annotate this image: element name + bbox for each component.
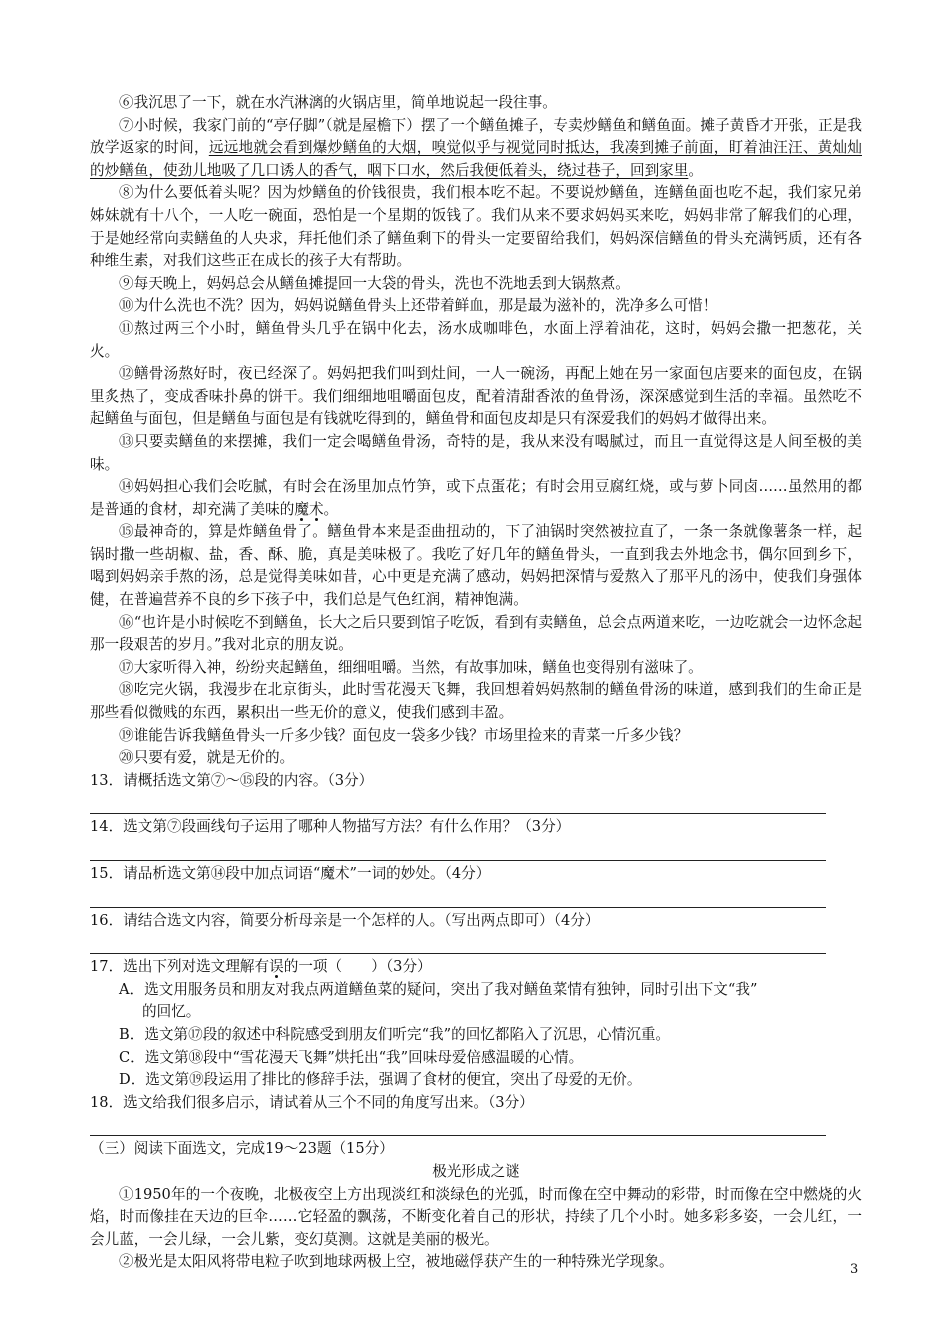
section-3-heading: （三）阅读下面选文，完成19～23题（15分） <box>90 1140 394 1158</box>
paragraph-6: ⑥我沉思了一下，就在水汽淋漓的火锅店里，简单地说起一段往事。 <box>119 94 557 111</box>
paragraph-11: ⑪熬过两三个小时，鳝鱼骨头几乎在锅中化去，汤水成咖啡色，水面上浮着油花，这时，妈妈会撒一把葱花，关火。 <box>90 319 862 360</box>
paragraph-19: ⑲谁能告诉我鳝鱼骨头一斤多少钱？面包皮一袋多少钱？市场里捡来的青菜一斤多少钱？ <box>119 726 689 744</box>
answer-line-18[interactable] <box>90 1114 826 1136</box>
page-content <box>90 92 862 1274</box>
paragraph-8: ⑧为什么要低着头呢？因为炒鳝鱼的价钱很贵，我们根本吃不起。不要说炒鳝鱼，连鳝鱼面也吃不起，我们家兄弟姊妹就有十八个，一人吃一碗面，恐怕是一个星期的饭钱了。我们从来不要求妈妈买来吃，妈妈非常了解我们的心理，于是她经常向卖鳝鱼的人央求，拜托他们杀了鳝鱼剩下的骨头一定要留给我们，妈妈深信鳝鱼的骨头充满钙质，还有各种维生素，对我们这些正在成长的孩子大有帮助。 <box>90 184 862 270</box>
section-3-paragraph-2: ②极光是太阳风将带电粒子吹到地球两极上空，被地磁俘获产生的一种特殊光学现象。 <box>119 1253 674 1271</box>
paragraph-17: ⑰大家听得入神，纷纷夹起鳝鱼，细细咀嚼。当然，有故事加味，鳝鱼也变得别有滋味了。 <box>119 658 703 676</box>
article-title: 极光形成之谜 <box>432 1162 520 1180</box>
underlined-sentence: 远远地就会看到爆炒鳝鱼的大烟，嗅觉似乎与视觉同时抵达，我凑到摊子前面，盯着油汪汪、黄灿灿的炒鳝鱼，使劲儿地吸了几口诱人的香气，咽下口水，然后我便低着头，绕过巷子，回到家里 <box>90 139 862 179</box>
dotted-word-wu: 误 <box>269 958 284 976</box>
question-14: 14．选文第⑦段画线句子运用了哪种人物描写方法？有什么作用？（3分） <box>90 818 571 836</box>
paragraph-7-end: 。 <box>688 161 703 179</box>
page-number: 3 <box>850 1262 859 1277</box>
answer-line-16[interactable] <box>90 932 826 954</box>
paragraph-14-text: ⑭妈妈担心我们会吃腻，有时会在汤里加点竹笋，或下点蛋花；有时会用豆腐红烧，或与萝卜同卤……虽然用的都是普通的食材，却充满了美味的 <box>90 478 862 518</box>
paragraph-20: ⑳只要有爱，就是无价的。 <box>119 749 295 767</box>
paragraph-9: ⑨每天晚上，妈妈总会从鳝鱼摊提回一大袋的骨头，洗也不洗地丢到大锅熬煮。 <box>119 274 630 292</box>
answer-line-13[interactable] <box>90 792 826 814</box>
question-18: 18．选文给我们很多启示，请试着从三个不同的角度写出来。（3分） <box>90 1093 534 1111</box>
option-b: B．选文第⑰段的叙述中科院感受到朋友们听完“我”的回忆都陷入了沉思，心情沉重。 <box>119 1025 671 1043</box>
section-3-paragraph-1: ①1950年的一个夜晚，北极夜空上方出现淡红和淡绿色的光弧，时而像在空中舞动的彩带，时而像在空中燃烧的火焰，时而像挂在天边的巨伞……它轻盈的飘荡，不断变化着自己的形状，持续了几个小时。她多彩多姿，一会儿红，一会儿蓝，一会儿绿，一会儿紫，变幻莫测。这就是美丽的极光。 <box>90 1185 862 1248</box>
paragraph-14 <box>90 476 862 521</box>
question-17 <box>90 956 862 979</box>
paragraph-12: ⑫鳝骨汤熬好时，夜已经深了。妈妈把我们叫到灶间，一人一碗汤，再配上她在另一家面包店要来的面包皮，在锅里炙热了，变成香味扑鼻的饼干。我们细细地咀嚼面包皮，配着清甜香浓的鱼骨汤，深深感觉到生活的幸福。虽然吃不起鳝鱼与面包，但是鳝鱼与面包是有钱就吃得到的，鳝鱼骨和面包皮却是只有深爱我们的妈妈才做得出来。 <box>90 365 862 428</box>
paragraph-16: ⑯“也许是小时候吃不到鳝鱼，长大之后只要到馆子吃饭，看到有卖鳝鱼，总会点两道来吃，一边吃就会一边怀念起那一段艰苦的岁月。”我对北京的朋友说。 <box>90 613 862 654</box>
paragraph-15: ⑮最神奇的，算是炸鳝鱼骨了。鳝鱼骨本来是歪曲扭动的，下了油锅时突然被拉直了，一条一条就像薯条一样，起锅时撒一些胡椒、盐，香、酥、脆，真是美味极了。我吃了好几年的鳝鱼骨头，一直到我去外地念书，偶尔回到乡下，喝到妈妈亲手熬的汤，总是觉得美味如昔，心中更是充满了感动，妈妈把深情与爱熬入了那平凡的汤中，使我们身强体健，在普遍营养不良的乡下孩子中，我们总是气色红润，精神饱满。 <box>90 523 862 609</box>
option-a: A．选文用服务员和朋友对我点两道鳝鱼菜的疑问，突出了我对鳝鱼菜情有独钟，同时引出下文“我” <box>119 980 758 998</box>
question-17-end: 的一项（ ）（3分） <box>283 958 432 976</box>
question-17-text: 17．选出下列对选文理解有 <box>90 958 270 976</box>
option-d: D．选文第⑲段运用了排比的修辞手法，强调了食材的便宜，突出了母爱的无价。 <box>119 1071 642 1089</box>
dotted-word-mo: 魔 <box>294 500 309 518</box>
paragraph-10: ⑩为什么洗也不洗？因为，妈妈说鳝鱼骨头上还带着鲜血，那是最为滋补的，洗净多么可惜！ <box>119 297 718 315</box>
answer-line-15[interactable] <box>90 886 826 908</box>
paragraph-7 <box>90 115 862 183</box>
paragraph-14-end: 。 <box>323 500 339 518</box>
paragraph-7-text: ⑦小时候，我家门前的“亭仔脚”（就是屋檐下）摆了一个鳝鱼摊子，专卖炒鳝鱼和鳝鱼面。摊子黄昏才开张，正是我放学返家的时间， <box>90 116 862 157</box>
option-a-continued: 的回忆。 <box>142 1003 201 1021</box>
question-15: 15．请品析选文第⑭段中加点词语“魔术”一词的妙处。（4分） <box>90 865 491 882</box>
dotted-word-shu: 术 <box>308 500 324 518</box>
paragraph-18: ⑱吃完火锅，我漫步在北京街头，此时雪花漫天飞舞，我回想着妈妈熬制的鳝鱼骨汤的味道，感到我们的生命正是那些看似微贱的东西，累积出一些无价的意义，使我们感到丰盈。 <box>90 681 862 722</box>
answer-line-14[interactable] <box>90 839 826 861</box>
question-13: 13．请概括选文第⑦～⑮段的内容。（3分） <box>90 771 374 789</box>
paragraph-13: ⑬只要卖鳝鱼的来摆摊，我们一定会喝鳝鱼骨汤，奇特的是，我从来没有喝腻过，而且一直觉得这是人间至极的美味。 <box>90 432 862 473</box>
question-16: 16．请结合选文内容，简要分析母亲是一个怎样的人。（写出两点即可）（4分） <box>90 911 600 929</box>
option-c: C．选文第⑱段中“雪花漫天飞舞”烘托出“我”回味母爱倍感温暖的心情。 <box>119 1048 584 1066</box>
